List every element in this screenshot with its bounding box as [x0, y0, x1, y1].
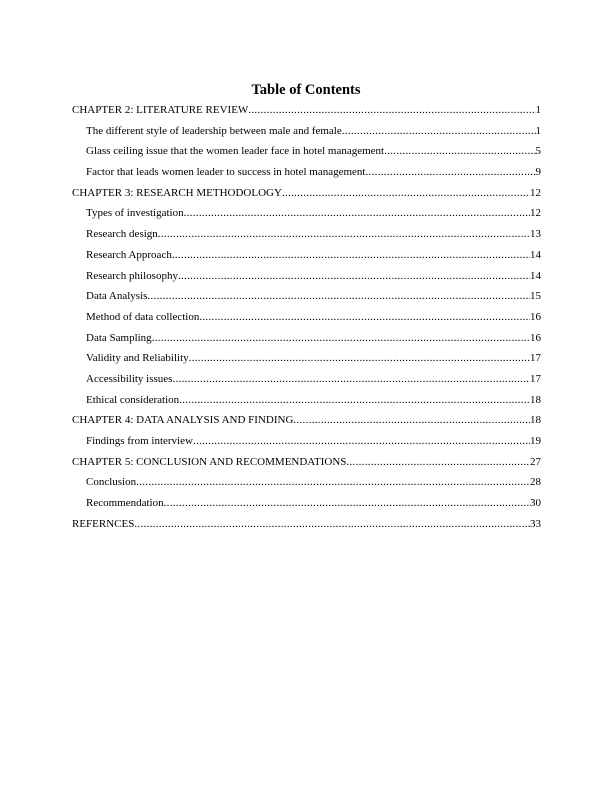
toc-dot-leader — [366, 162, 536, 183]
toc-section-entry[interactable] — [72, 348, 541, 369]
toc-dot-leader — [179, 390, 530, 411]
toc-page-number: 18 — [530, 393, 541, 406]
toc-entry-text: Findings from interview — [86, 435, 193, 447]
toc-entry-text: Types of investigation — [86, 207, 184, 220]
toc-section-entry[interactable] — [72, 369, 541, 390]
toc-dot-leader — [248, 100, 535, 121]
toc-section-entry[interactable] — [72, 141, 541, 162]
toc-page-number: 16 — [530, 310, 541, 323]
toc-entry-text: Recommendation — [86, 497, 164, 510]
toc-page-number: 16 — [530, 331, 541, 344]
toc-entry-text: CHAPTER 4: DATA ANALYSIS AND FINDING — [72, 414, 294, 427]
toc-dot-leader — [152, 328, 530, 349]
toc-entry-text: Glass ceiling issue that the women leader face in hotel management — [86, 145, 385, 158]
toc-dot-leader — [293, 410, 530, 431]
toc-page-number: 12 — [530, 207, 541, 220]
toc-entry-text: Ethical consideration — [86, 393, 180, 406]
toc-dot-leader — [384, 141, 535, 162]
toc-dot-leader — [342, 121, 536, 142]
toc-section-entry[interactable] — [72, 162, 541, 183]
toc-section-entry[interactable] — [72, 224, 541, 245]
toc-section-entry[interactable] — [72, 203, 541, 224]
toc-entry-text: Research Approach — [86, 248, 172, 261]
toc-dot-leader — [189, 348, 530, 369]
toc-entry-text: Method of data collection — [86, 310, 200, 323]
toc-entry-text: Data Sampling — [86, 331, 152, 344]
toc-dot-leader — [282, 183, 530, 204]
toc-entry-text: Conclusion — [86, 476, 137, 489]
toc-page-number: 17 — [530, 372, 541, 385]
toc-dot-leader — [136, 472, 530, 493]
toc-page-number: 1 — [535, 124, 541, 137]
toc-entry-text: CHAPTER 2: LITERATURE REVIEW — [72, 104, 249, 116]
toc-section-entry[interactable] — [72, 431, 541, 452]
toc-page-number: 33 — [530, 517, 541, 530]
toc-page-number: 14 — [530, 269, 541, 282]
toc-chapter-entry[interactable] — [72, 514, 541, 535]
toc-dot-leader — [346, 452, 530, 473]
toc-dot-leader — [172, 245, 530, 266]
toc-entry-text: Data Analysis — [86, 290, 148, 303]
toc-section-entry[interactable] — [72, 472, 541, 493]
toc-page-number: 28 — [530, 476, 541, 489]
toc-section-entry[interactable] — [72, 245, 541, 266]
toc-dot-leader — [134, 514, 530, 535]
toc-section-entry[interactable] — [72, 121, 541, 142]
toc-dot-leader — [193, 431, 530, 452]
toc-page-number: 9 — [535, 166, 541, 179]
toc-chapter-entry[interactable] — [72, 452, 541, 473]
toc-page-number: 30 — [530, 497, 541, 510]
toc-section-entry[interactable] — [72, 286, 541, 307]
toc-page-number: 15 — [530, 290, 541, 303]
toc-entry-text: Research philosophy — [86, 269, 178, 282]
toc-dot-leader — [178, 266, 530, 287]
toc-page-number: 1 — [535, 104, 541, 116]
toc-entry-text: Research design — [86, 228, 158, 241]
toc-dot-leader — [158, 224, 530, 245]
toc-section-entry[interactable] — [72, 493, 541, 514]
toc-title: Table of Contents — [251, 81, 361, 98]
toc-entry-text: Factor that leads women leader to success in hotel management — [86, 166, 366, 179]
toc-section-entry[interactable] — [72, 328, 541, 349]
toc-entry-text: CHAPTER 5: CONCLUSION AND RECOMMENDATIONS — [72, 455, 347, 468]
toc-chapter-entry[interactable] — [72, 410, 541, 431]
toc-page-number: 18 — [530, 414, 541, 427]
toc-section-entry[interactable] — [72, 390, 541, 411]
toc-page-number: 5 — [535, 145, 541, 158]
toc-page-number: 17 — [530, 352, 541, 365]
toc-page-number: 13 — [530, 228, 541, 241]
toc-entry-text: CHAPTER 3: RESEARCH METHODOLOGY — [72, 186, 282, 199]
toc-section-entry[interactable] — [72, 307, 541, 328]
toc-chapter-entry[interactable] — [72, 183, 541, 204]
toc-dot-leader — [172, 369, 530, 390]
toc-entry-text: The different style of leadership between male and female — [86, 124, 342, 137]
toc-page-number: 12 — [530, 186, 541, 199]
toc-page-number: 19 — [530, 435, 541, 447]
toc-chapter-entry[interactable] — [72, 100, 541, 121]
toc-dot-leader — [199, 307, 530, 328]
toc-dot-leader — [164, 493, 530, 514]
toc-entry-text: Validity and Reliability — [86, 352, 189, 365]
toc-dot-leader — [184, 203, 530, 224]
toc-list — [72, 100, 541, 534]
toc-dot-leader — [147, 286, 530, 307]
toc-entry-text: REFERNCES — [72, 517, 135, 530]
toc-entry-text: Accessibility issues — [86, 372, 173, 385]
toc-section-entry[interactable] — [72, 266, 541, 287]
toc-page-number: 27 — [530, 455, 541, 468]
toc-page-number: 14 — [530, 248, 541, 261]
